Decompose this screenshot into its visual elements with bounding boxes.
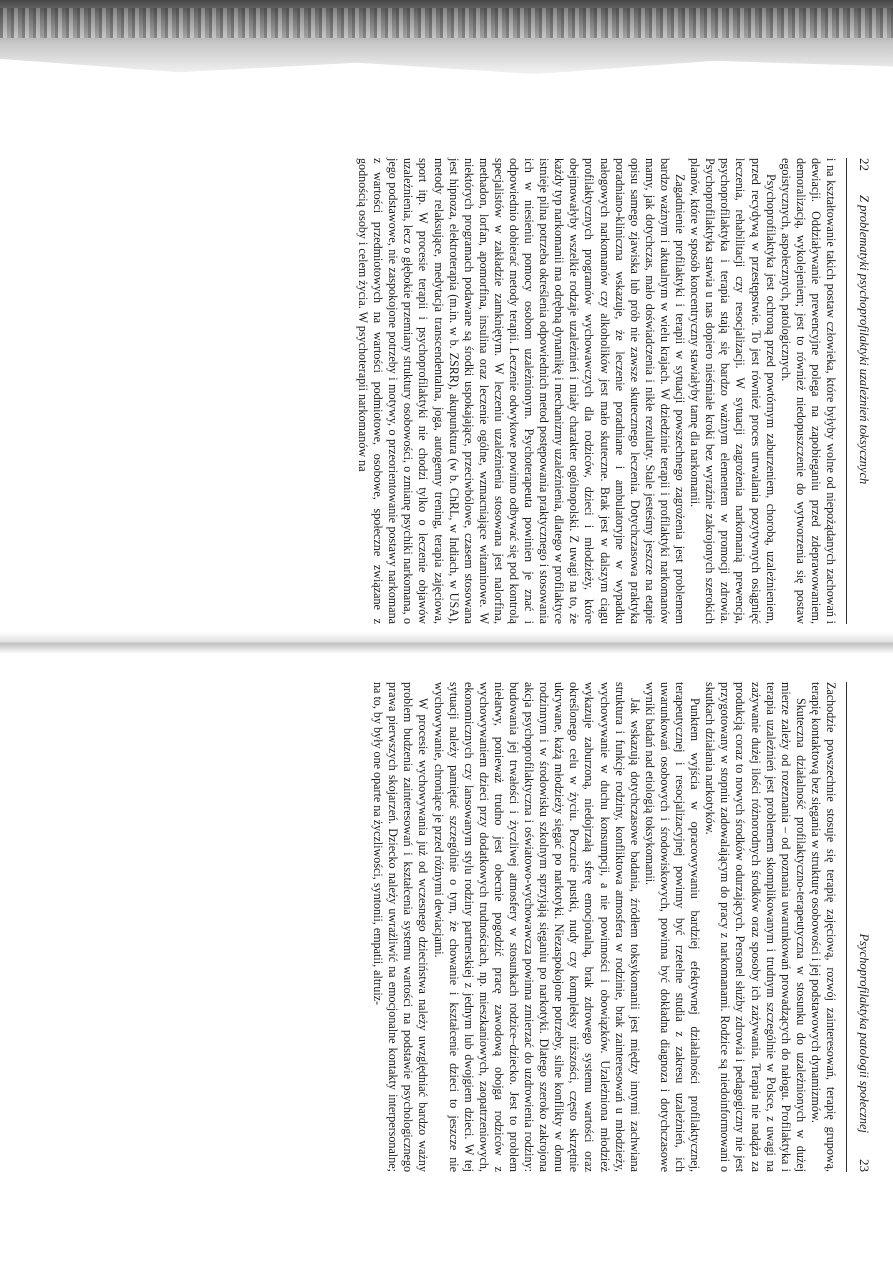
paragraph: Jak wskazują dotychczasowe badania, źródłem toksykomanii jest między innymi zachwiana struktura i funkcje rodziny, konfliktowa atmosfera w rodzinie, brak zainteresowań u młodzieży, wychowywanie w duchu konsumpcji, a nie powinności i obowiązków. Uzależniona młodzież wykazuje zaburzoną, niedojrzałą sferę emocjonalną, brak zdrowego systemu wartości oraz określonego celu w życiu. Poczucie pustki, nudy czy kompleksy niższości, często skrzętnie ukrywane, każą młodzieży sięgać po narkotyki. Niezaspokojone potrzeby, silne konflikty w domu rodzinnym i w środowisku szkolnym sprzyjają sięganiu po narkotyki. Dlatego szeroko zakrojona akcja psychoprofilaktyczna i oświatowo-wychowawcza powinna zmierzać do uzdrowienia rodziny: budowania jej trwałości i życzliwej atmosfery w stosunkach rodzice–dziecko. Jest to problem niełatwy, ponieważ trudno jest obecnie pogodzić pracę zawodową obojga rodziców z wychowywaniem dzieci przy dodatkowych trudnościach, np. mieszkaniowych, zaopatrzeniowych, ekonomicznych czy lansowanym stylu rodziny partnerskiej z jednym lub dwojgiem dzieci. W tej sytuacji należy pamiętać szczególnie o tym, że chowanie i kształcenie dzieci to jeszcze nie wychowywanie, chroniące je przed różnymi dewiacjami. (431, 682, 642, 1172)
page-body (355, 158, 838, 624)
page-23 (96, 682, 872, 1172)
scan-shadow (0, 0, 893, 95)
page-number: 23 (857, 1159, 872, 1172)
running-head-title: Psychoprofilaktyka patologii społecznej (857, 933, 871, 1133)
paragraph: W procesie wychowywania już od wczesnego dzieciństwa należy uwzględniać bardzo ważny problem budzenia zainteresowań i kształcenia systemu wartości na podstawie psychologicznego prawa pierwszych skojarzeń. Dziecko należy uwrażliwić na emocjonalne kontakty interpersonalne; na to, by były one oparte na życzliwości, syntonii, empatii, altruiz- (371, 682, 431, 1172)
page-body (370, 682, 838, 1172)
paragraph: Zagadnienie profilaktyki i terapii w sytuacji powszechnego zagrożenia jest problemem bardzo ważnym i aktualnym w wielu krajach. W dziedzinie terapii i profilaktyki narkomanów mamy, jak dotychczas, mało doświadczenia i nikłe rezultaty. Stale jesteśmy jeszcze na etapie opisu samego zjawiska lub prób nie zawsze skutecznego leczenia. Dotychczasowa praktyka poradniano-kliniczna wskazuje, że leczenie poradniane i ambulatoryjne w wypadku nałogowych narkomanów czy alkoholików jest mało skuteczne. Brak jest w dalszym ciągu profilaktycznych programów wychowawczych dla rodziców, dzieci i młodzieży, które obejmowałyby wszelkie rodzaje uzależnień i miały charakter ogólnopolski. Z uwagi na to, że każdy typ narkomanii ma odrębną dynamikę i mechanizmy uzależnienia, dlatego w profilaktyce istnieje pilna potrzeba określenia odpowiednich metod postępowania praktycznego i stosowania ich w niesieniu pomocy osobom uzależnionym. Psychoterapeuta powinien je znać i odpowiednio dobierać metody terapii. Leczenie odwykowe powinno odbywać się pod kontrolą specjalistów w zakładzie zamkniętym. W leczeniu uzależnienia stosowana jest nalorfina, methadon, lorfan, apomorfina, insulina oraz leczenie ogólne, wzmacniające witaminowe. W niektórych programach podawane są środki uspokajające, przeciwbólowe, czasem stosowana jest hipnoza, elektroterapia (m.in. w b. ZSRR), akupunktura (w b. ChRL, w Indiach, w USA), metody relaksujące, medytacja transcendentalna, joga, autogenny trening, terapia zajęciowa, sport itp. W procesie terapii i psychoprofilaktyki nie chodzi tylko o leczenie objawów uzależnienia, lecz o głębokie przemiany struktury osobowości, o zmianę psychiki narkomana, o jego podstawowe, nie zaspokojone potrzeby i motywy, o przeorientowanie postawy narkomana z wartości przedmiotowych na wartości podmiotowe, osobowe, społeczne związane z godnością osoby i celem życia. W psychoterapii narkomanów na (356, 158, 688, 624)
running-header (846, 158, 872, 624)
page-number: 22 (857, 158, 872, 171)
paragraph: Skuteczna działalność profilaktyczno-terapeutyczna w stosunku do uzależnionych w dużej mierze zależy od rozeznania – od poznania uwarunkowań prowadzących do nałogu. Profilaktyka i terapia uzależnień jest problemem skomplikowanym i trudnym szczególnie w Polsce, z uwagi na zażywanie dużej ilości różnorodnych środków oraz sposoby ich zażywania. Terapia nie nadąża za produkcją coraz to nowych środków odurzających. Personel służby zdrowia i pedagogiczny nie jest przygotowany w stopniu zadowalającym do pracy z narkomanami. Rodzice są niedoinformowani o skutkach działania narkotyków. (703, 682, 808, 1172)
page-22 (96, 158, 872, 624)
paragraph: Punktem wyjścia w opracowywaniu bardziej efektywnej działalności profilaktycznej, terapeutycznej i resocjalizacyjnej powinny być rzetelne studia z zakresu uzależnień, ich uwarunkowań osobowych i środowiskowych, powinna być dokładna diagnoza i dotychczasowe wyniki badań nad etiologią toksykomanii. (642, 682, 703, 1172)
running-head-title: Z problematyki psychoprofilaktyki uzależnień toksycznych (857, 195, 871, 485)
paragraph: i na kształtowanie takich postaw człowieka, które byłyby wolne od niepożądanych zachowań i dewiacji. Oddziaływanie prewencyjne polega na zapobieganiu przed zdeprawowaniem, demoralizacją, wykolejeniem; jest to również niedopuszczenie do wytworzenia się postaw egoistycznych, aspołecznych, patologicznych. (778, 158, 838, 624)
paragraph: Zachodzie powszechnie stosuje się terapię zajęciową, rozwój zainteresowań, terapię grupową, terapię kontaktową bez sięgania w strukturę osobowości i jej podstawowych dynamizmów. (808, 682, 838, 1172)
running-header (846, 682, 872, 1172)
paragraph: Psychoprofilaktyka jest ochroną przed powtórnym zaburzeniem, chorobą, uzależnieniem, przed recydywą w przestępstwie. To jest również proces utrwalania pozytywnych osiągnięć leczenia, rehabilitacji czy resocjalizacji. W sytuacji zagrożenia narkomanią prewencja, psychoprofilaktyka i terapia stają się bardzo ważnym elementem w promocji zdrowia. Psychoprofilaktyka stawia u nas dopiero nieśmiałe kroki bez wyraźnie zakrojonych szerokich planów, które w sposób koncentryczny stawiałyby tamę dla narkomanii. (688, 158, 778, 624)
book-gutter (0, 632, 893, 654)
